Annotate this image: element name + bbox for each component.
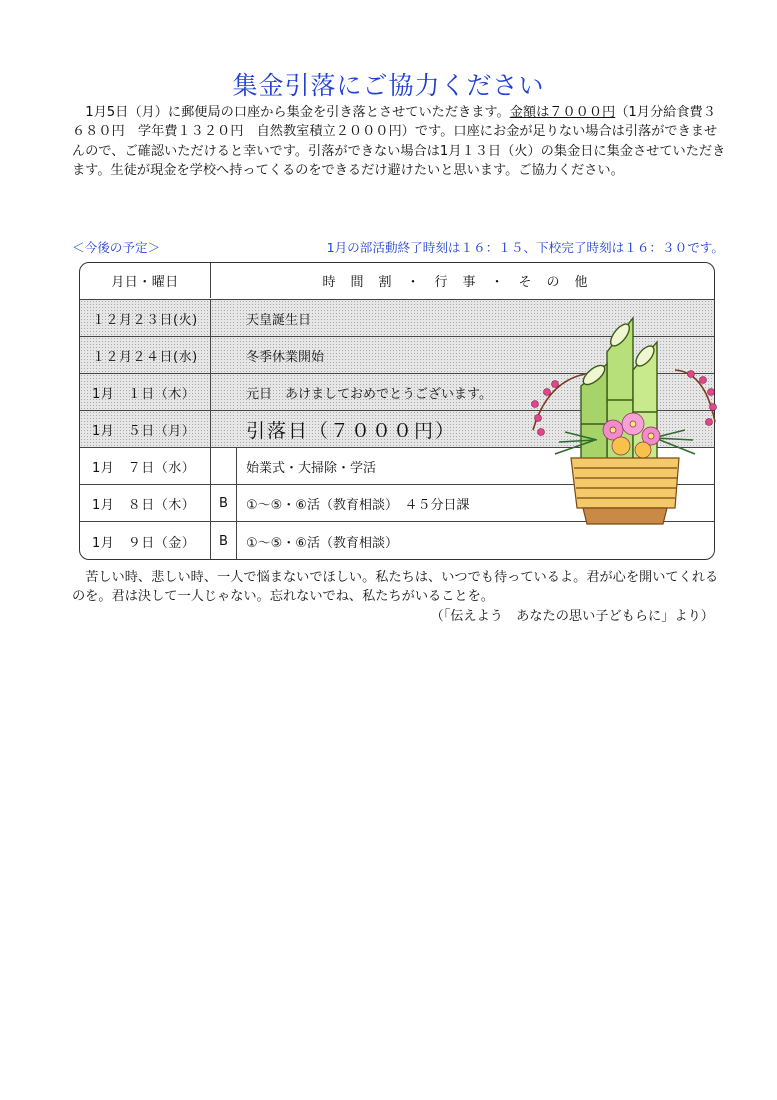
schedule-heading: ＜今後の予定＞	[72, 240, 161, 255]
amount-underlined: 金額は７０００円	[509, 105, 616, 120]
row-mark: B	[211, 522, 237, 560]
row-date: 1月 ５日（月）	[80, 411, 211, 447]
closing-message: 苦しい時、悲しい時、一人で悩まないでほしい。私たちは、いつでも待っているよ。君が心を開いてくれるのを。君は決して一人じゃない。忘れないでね、私たちがいることを。	[72, 570, 719, 605]
row-event: 冬季休業開始	[236, 337, 714, 373]
schedule-header	[72, 237, 724, 255]
basket-icon	[571, 458, 679, 524]
row-event: 元日 あけましておめでとうございます。	[236, 374, 714, 410]
row-date: 1月 ８日（木）	[80, 485, 211, 521]
column-header-date: 月日・曜日	[80, 263, 211, 298]
row-date: １２月２４日(水)	[80, 337, 211, 373]
row-event: 天皇誕生日	[236, 300, 714, 336]
intro-text-after: （1月分給食費３６８０円 学年費１３２０円 自然教室積立２０００円）です。口座にお金が足りない場合は引落ができませんので、ご確認いただけると幸いです。引落ができない場合は1月１３日（火）の集金日に集金させていただきます。生徒が現金を学校へ持ってくるのをできるだけ避けたいと思います。ご協力ください。	[72, 105, 726, 179]
row-event: ①〜⑤・⑥活（教育相談） ４５分日課	[246, 497, 470, 513]
row-mark	[211, 300, 237, 336]
kadomatsu-icon	[525, 312, 725, 527]
row-date: 1月 ７日（水）	[80, 448, 211, 484]
column-header-events: 時間割・行事・その他	[322, 275, 603, 290]
row-mark	[211, 374, 237, 410]
row-mark	[211, 337, 237, 373]
row-mark: B	[211, 485, 237, 521]
row-event: ①〜⑤・⑥活（教育相談）	[246, 535, 398, 551]
row-date: 1月 １日（木）	[80, 374, 211, 410]
table-header-row	[80, 263, 714, 298]
page-title: 集金引落にご協力ください	[232, 71, 545, 100]
row-date: １２月２３日(火)	[80, 300, 211, 336]
row-mark	[211, 411, 237, 447]
row-event: 始業式・大掃除・学活	[246, 460, 377, 476]
quote-source: （「伝えよう あなたの思い子どもらに」より）	[430, 609, 714, 624]
row-date: 1月 ９日（金）	[80, 522, 211, 560]
row-mark	[211, 448, 237, 484]
intro-text-before: 1月5日（月）に郵便局の口座から集金を引き落とさせていただきます。	[85, 105, 510, 120]
intro-paragraph	[72, 103, 727, 181]
club-time-note: 1月の部活動終了時刻は１６：１５、下校完了時刻は１６：３０です。	[326, 240, 724, 255]
row-event-withdrawal: 引落日（７０００円）	[236, 411, 714, 447]
